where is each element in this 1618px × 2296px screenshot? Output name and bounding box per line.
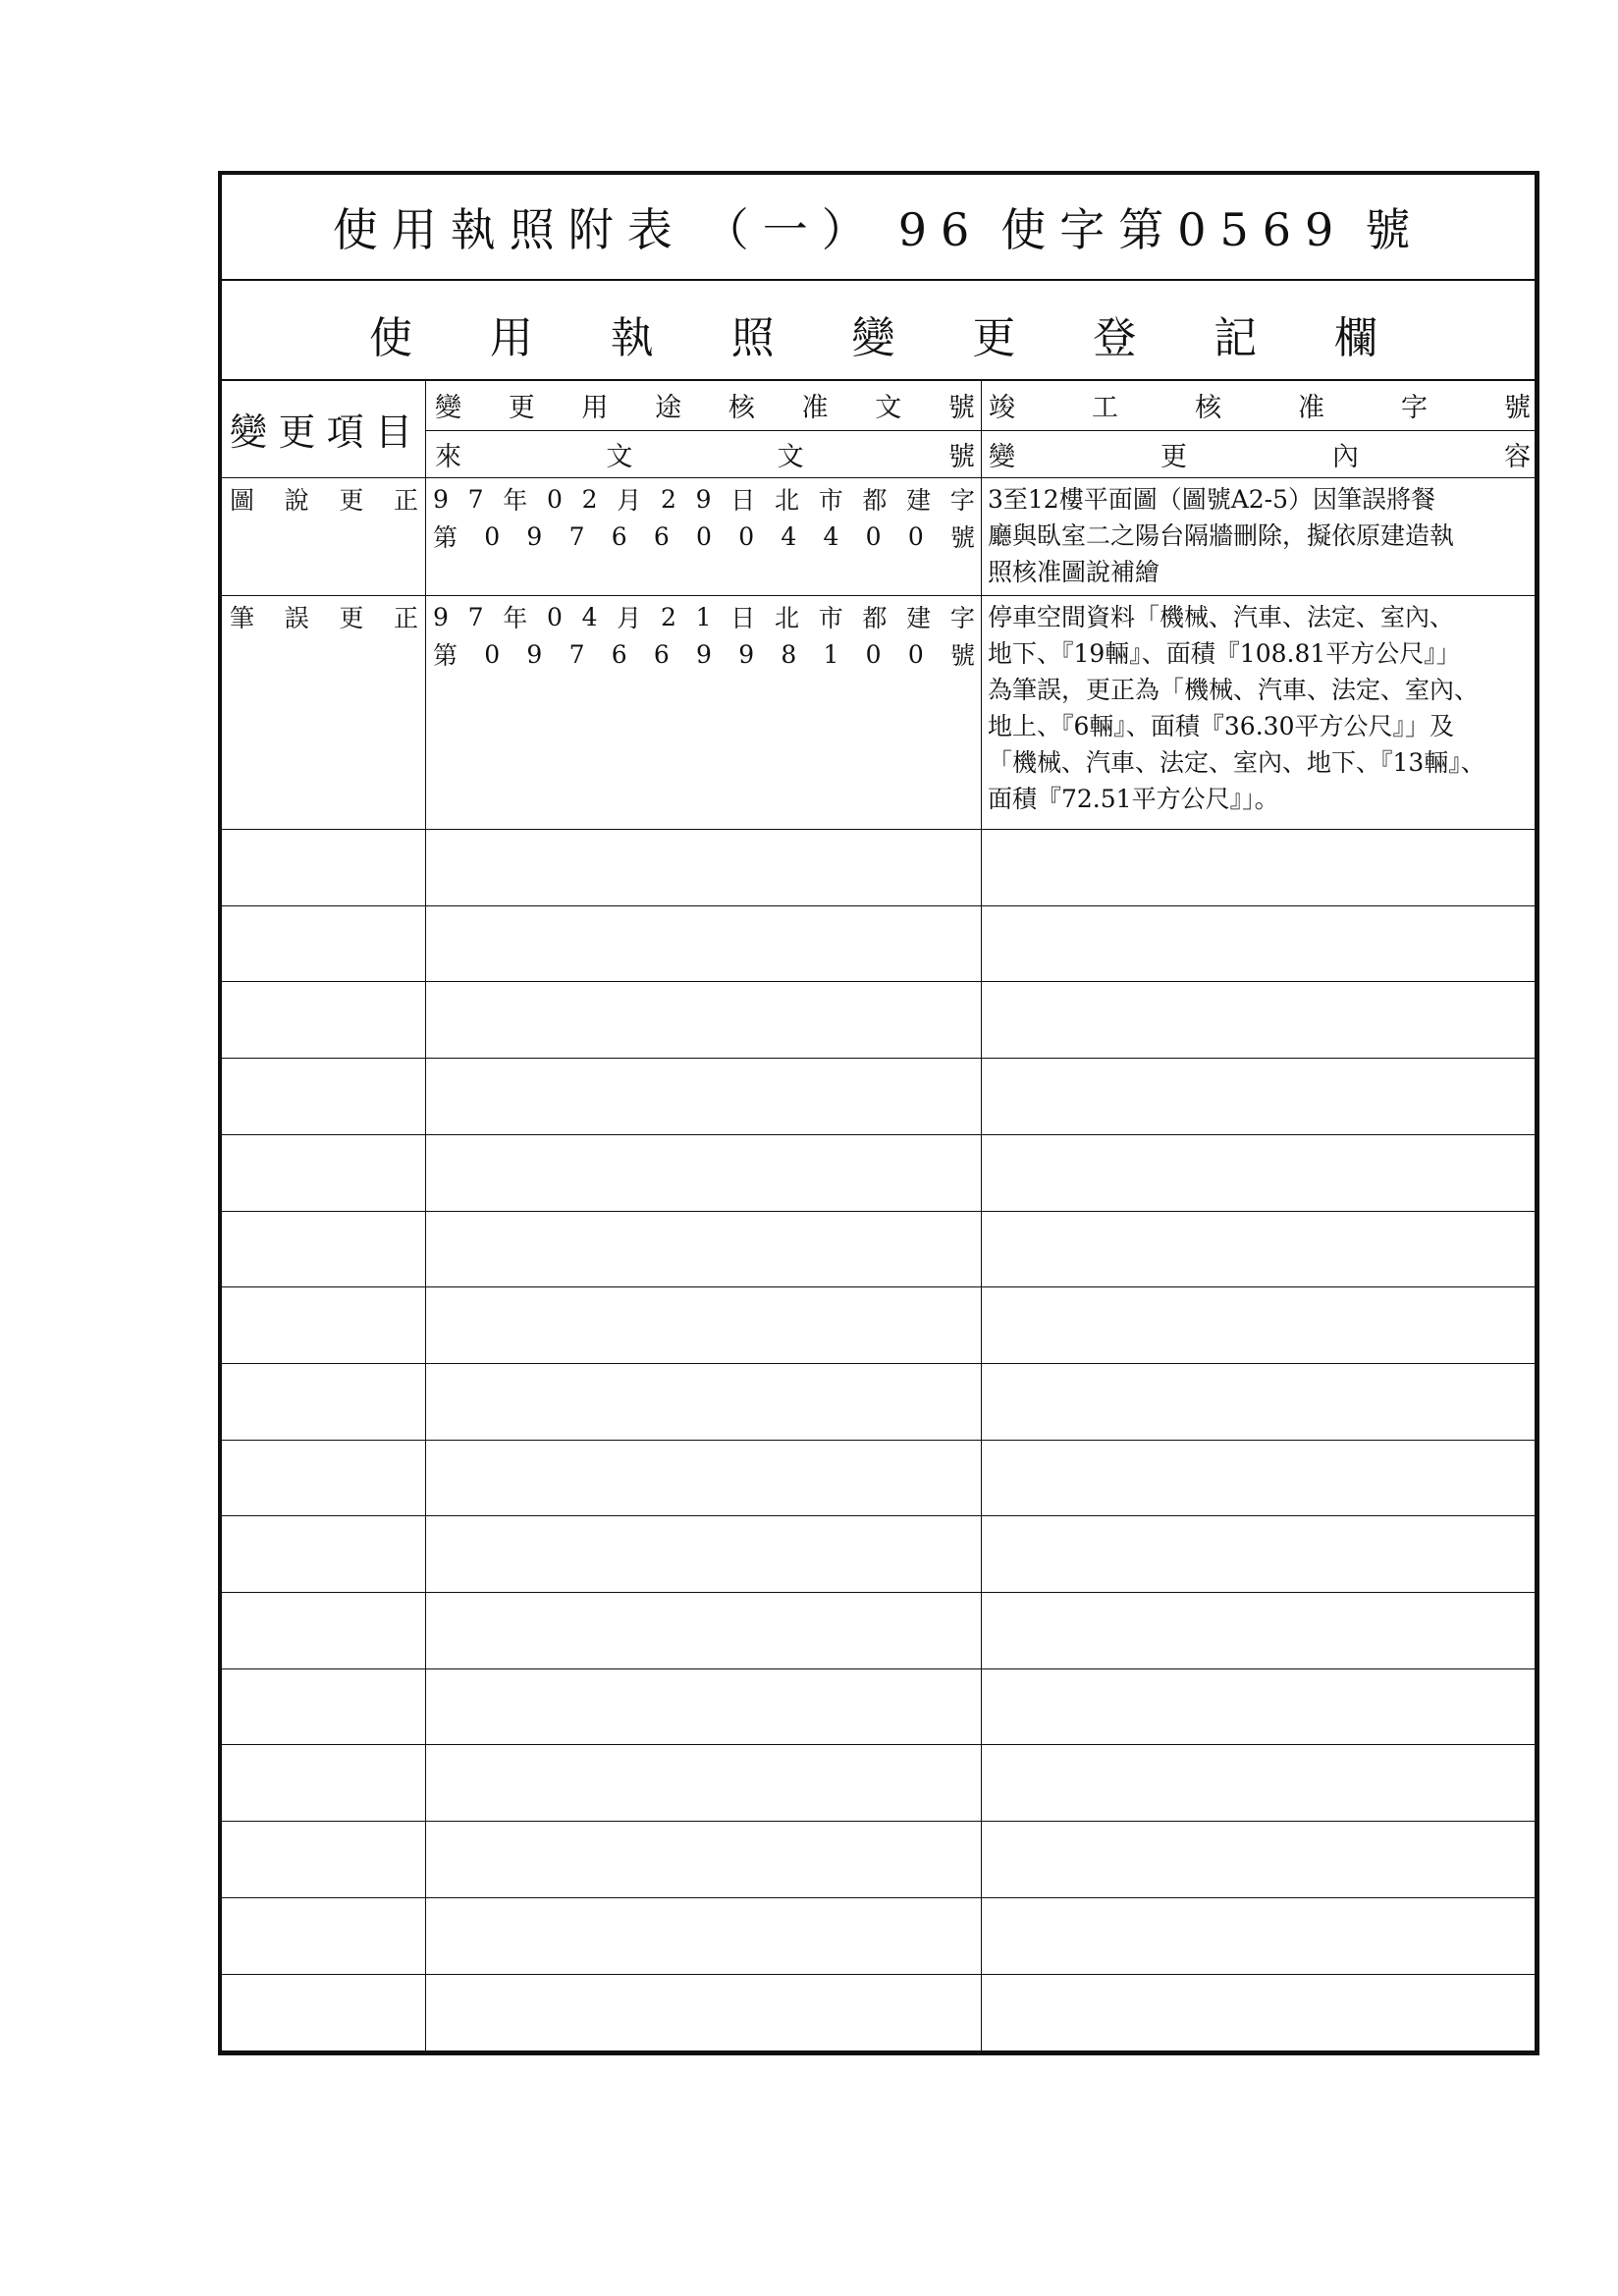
row-docno-line-char: 0 bbox=[865, 521, 882, 551]
title-segment: 使 bbox=[332, 203, 392, 256]
row-divider bbox=[222, 595, 1535, 596]
row-date-line-char: 月 bbox=[617, 604, 642, 632]
row-item-char: 更 bbox=[339, 486, 364, 515]
row-date-line-char: 2 bbox=[660, 602, 676, 631]
row-docno-line-char: 7 bbox=[568, 639, 585, 669]
row-docno-line-char: 4 bbox=[781, 521, 797, 551]
header-incoming-doc-char: 來 bbox=[435, 441, 461, 472]
row-docno-line-char: 6 bbox=[653, 639, 670, 669]
row-date-line-char: 9 bbox=[433, 602, 449, 631]
header-change-item-char: 變 bbox=[230, 410, 268, 454]
header-approval-doc-char: 准 bbox=[801, 392, 829, 423]
header-completion-char: 核 bbox=[1195, 392, 1221, 423]
title-segment: 照 bbox=[509, 203, 568, 256]
empty-row-divider bbox=[222, 1134, 1535, 1135]
row-item-char: 更 bbox=[339, 604, 364, 632]
empty-row-divider bbox=[222, 1286, 1535, 1287]
header-completion-char: 准 bbox=[1298, 392, 1324, 423]
empty-row-divider bbox=[222, 1668, 1535, 1669]
row-docno-line-char: 號 bbox=[949, 523, 975, 552]
empty-row-divider bbox=[222, 1058, 1535, 1059]
header-approval-doc-char: 變 bbox=[435, 392, 461, 423]
subtitle-char: 執 bbox=[610, 313, 654, 363]
header-bottom-divider bbox=[222, 477, 1535, 478]
row-date-line-char: 0 bbox=[546, 602, 563, 631]
row-date-line-char: 7 bbox=[467, 484, 484, 514]
header-approval-doc-char: 核 bbox=[728, 392, 755, 423]
row-date-line bbox=[433, 481, 975, 517]
title-segment: 執 bbox=[450, 203, 510, 256]
header-approval-doc-char: 文 bbox=[875, 392, 902, 423]
row-docno-line-char: 6 bbox=[611, 521, 627, 551]
column-divider-2 bbox=[981, 379, 982, 2050]
row-date-line-char: 0 bbox=[546, 484, 563, 514]
empty-row-divider bbox=[222, 1821, 1535, 1822]
header-approval-doc-char: 號 bbox=[947, 392, 975, 423]
header-approval-doc-char: 用 bbox=[581, 392, 609, 423]
row-date-line-char: 市 bbox=[818, 486, 843, 515]
subtitle-char: 欄 bbox=[1334, 313, 1377, 363]
row-date-line-char: 字 bbox=[949, 486, 975, 515]
row-date-line-char: 2 bbox=[660, 484, 676, 514]
row-docno-line-char: 9 bbox=[526, 521, 543, 551]
header-approval-doc bbox=[435, 379, 975, 430]
row-date-line-char: 北 bbox=[774, 604, 799, 632]
row-docno-line-char: 0 bbox=[907, 521, 924, 551]
empty-row-divider bbox=[222, 1515, 1535, 1516]
row-date-line-char: 都 bbox=[862, 604, 888, 632]
section-subtitle-row bbox=[222, 279, 1535, 381]
row-docno-line-char: 0 bbox=[865, 639, 882, 669]
empty-row-divider bbox=[222, 1897, 1535, 1898]
row-date-line-char: 2 bbox=[581, 484, 598, 514]
header-change-content-char: 容 bbox=[1504, 441, 1531, 472]
row-docno-line-char: 0 bbox=[484, 639, 501, 669]
row-divider bbox=[222, 829, 1535, 830]
row-date-line-char: 字 bbox=[949, 604, 975, 632]
title-segment: 號 bbox=[1365, 203, 1425, 256]
form-title bbox=[333, 194, 1425, 259]
header-approval-doc-char: 更 bbox=[508, 392, 535, 423]
row-docno-line-char: 9 bbox=[526, 639, 543, 669]
empty-row-divider bbox=[222, 1363, 1535, 1364]
row-date-line-char: 4 bbox=[581, 602, 598, 631]
row-date-line-char: 7 bbox=[467, 602, 484, 631]
row-docno-line-char: 7 bbox=[568, 521, 585, 551]
empty-row-divider bbox=[222, 905, 1535, 906]
empty-row-divider bbox=[222, 1592, 1535, 1593]
row-date-line-char: 9 bbox=[695, 484, 712, 514]
registration-form bbox=[218, 171, 1539, 2055]
row-docno-line-char: 0 bbox=[484, 521, 501, 551]
row-docno-line-char: 6 bbox=[653, 521, 670, 551]
row-docno-line-char: 0 bbox=[738, 521, 755, 551]
header-incoming-doc bbox=[435, 430, 975, 477]
row-date-line-char: 建 bbox=[906, 486, 932, 515]
header-change-content bbox=[989, 430, 1531, 477]
row-docno-line bbox=[433, 636, 975, 672]
row-date-line-char: 年 bbox=[503, 486, 528, 515]
empty-row-divider bbox=[222, 1440, 1535, 1441]
header-change-content-char: 更 bbox=[1160, 441, 1187, 472]
header-completion-char: 工 bbox=[1092, 392, 1118, 423]
row-docno-line-char: 6 bbox=[611, 639, 627, 669]
empty-row-divider bbox=[222, 1744, 1535, 1745]
empty-row-divider bbox=[222, 1211, 1535, 1212]
header-change-content-char: 變 bbox=[989, 441, 1015, 472]
header-completion-char: 字 bbox=[1401, 392, 1428, 423]
row-item-char: 說 bbox=[284, 486, 309, 515]
header-change-item-char: 目 bbox=[374, 410, 412, 454]
title-segment: 附 bbox=[567, 203, 627, 256]
subtitle-char: 用 bbox=[489, 313, 533, 363]
header-incoming-doc-char: 號 bbox=[947, 441, 975, 472]
row-change-content: 3至12樓平面圖（圖號A2-5）因筆誤將餐 廳與臥室二之陽台隔牆刪除，擬依原建造執 照核准圖說補繪 bbox=[988, 485, 1455, 586]
subtitle-char: 照 bbox=[730, 313, 775, 363]
subtitle-char: 使 bbox=[369, 313, 412, 363]
row-date-line-char: 北 bbox=[774, 486, 799, 515]
row-docno-line-char: 1 bbox=[823, 639, 839, 669]
subtitle-char: 變 bbox=[851, 313, 895, 363]
row-date-line-char: 9 bbox=[433, 484, 449, 514]
title-segment: 使字第 bbox=[1000, 203, 1178, 256]
title-segment: 96 bbox=[897, 203, 984, 256]
subtitle-char: 登 bbox=[1093, 313, 1137, 363]
empty-row-divider bbox=[222, 981, 1535, 982]
title-segment: 用 bbox=[391, 203, 451, 256]
row-date-line-char: 建 bbox=[906, 604, 932, 632]
row-item-char: 圖 bbox=[230, 486, 255, 515]
header-completion bbox=[989, 379, 1531, 430]
row-date-line-char: 月 bbox=[617, 486, 642, 515]
row-docno-line-char: 9 bbox=[696, 639, 712, 669]
row-item-char: 誤 bbox=[284, 604, 309, 632]
row-docno-line-char: 9 bbox=[738, 639, 755, 669]
row-docno-line-char: 8 bbox=[781, 639, 797, 669]
row-docno-line-char: 0 bbox=[907, 639, 924, 669]
title-segment: 0569 bbox=[1177, 203, 1348, 256]
row-item bbox=[230, 599, 418, 634]
row-date-line-char: 都 bbox=[862, 486, 888, 515]
row-docno-line-char: 0 bbox=[696, 521, 712, 551]
form-title-row bbox=[222, 175, 1535, 281]
row-date-line-char: 日 bbox=[730, 486, 756, 515]
header-approval-doc-char: 途 bbox=[655, 392, 682, 423]
header-incoming-doc-char: 文 bbox=[606, 441, 633, 472]
title-segment: 表 bbox=[626, 203, 686, 256]
title-segment: （一） bbox=[703, 203, 881, 256]
row-item-char: 筆 bbox=[230, 604, 255, 632]
section-subtitle bbox=[369, 302, 1377, 365]
row-date-line-char: 日 bbox=[730, 604, 756, 632]
header-incoming-doc-char: 文 bbox=[777, 441, 804, 472]
header-change-item-char: 項 bbox=[326, 410, 364, 454]
row-docno-line-char: 4 bbox=[823, 521, 839, 551]
row-docno-line-char: 號 bbox=[949, 641, 975, 670]
subtitle-char: 記 bbox=[1214, 313, 1258, 363]
header-completion-char: 竣 bbox=[989, 392, 1015, 423]
row-item bbox=[230, 481, 418, 517]
row-change-content: 停車空間資料「機械、汽車、法定、室內、 地下、『19輛』、面積『108.81平方公尺』」 為筆誤，更正為「機械、汽車、法定、室內、 地上、『6輛』、面積『36.30平方公尺』」及 「機械、汽車、法定、室內、地下、『13輛』、 面積『72.51平方公尺』」。 bbox=[988, 603, 1485, 813]
row-date-line bbox=[433, 599, 975, 634]
row-date-line-char: 年 bbox=[503, 604, 528, 632]
header-mid-divider bbox=[425, 430, 1535, 431]
header-completion-char: 號 bbox=[1504, 392, 1531, 423]
subtitle-char: 更 bbox=[972, 313, 1016, 363]
empty-row-divider bbox=[222, 1974, 1535, 1975]
column-divider-1 bbox=[425, 379, 426, 2050]
header-change-content-char: 內 bbox=[1332, 441, 1359, 472]
row-docno-line-char: 第 bbox=[433, 641, 458, 670]
row-date-line-char: 1 bbox=[695, 602, 712, 631]
row-item-char: 正 bbox=[393, 604, 418, 632]
header-change-item-char: 更 bbox=[278, 410, 316, 454]
row-item-char: 正 bbox=[393, 486, 418, 515]
row-docno-line bbox=[433, 519, 975, 554]
row-date-line-char: 市 bbox=[818, 604, 843, 632]
header-change-item bbox=[230, 379, 416, 477]
row-docno-line-char: 第 bbox=[433, 523, 458, 552]
